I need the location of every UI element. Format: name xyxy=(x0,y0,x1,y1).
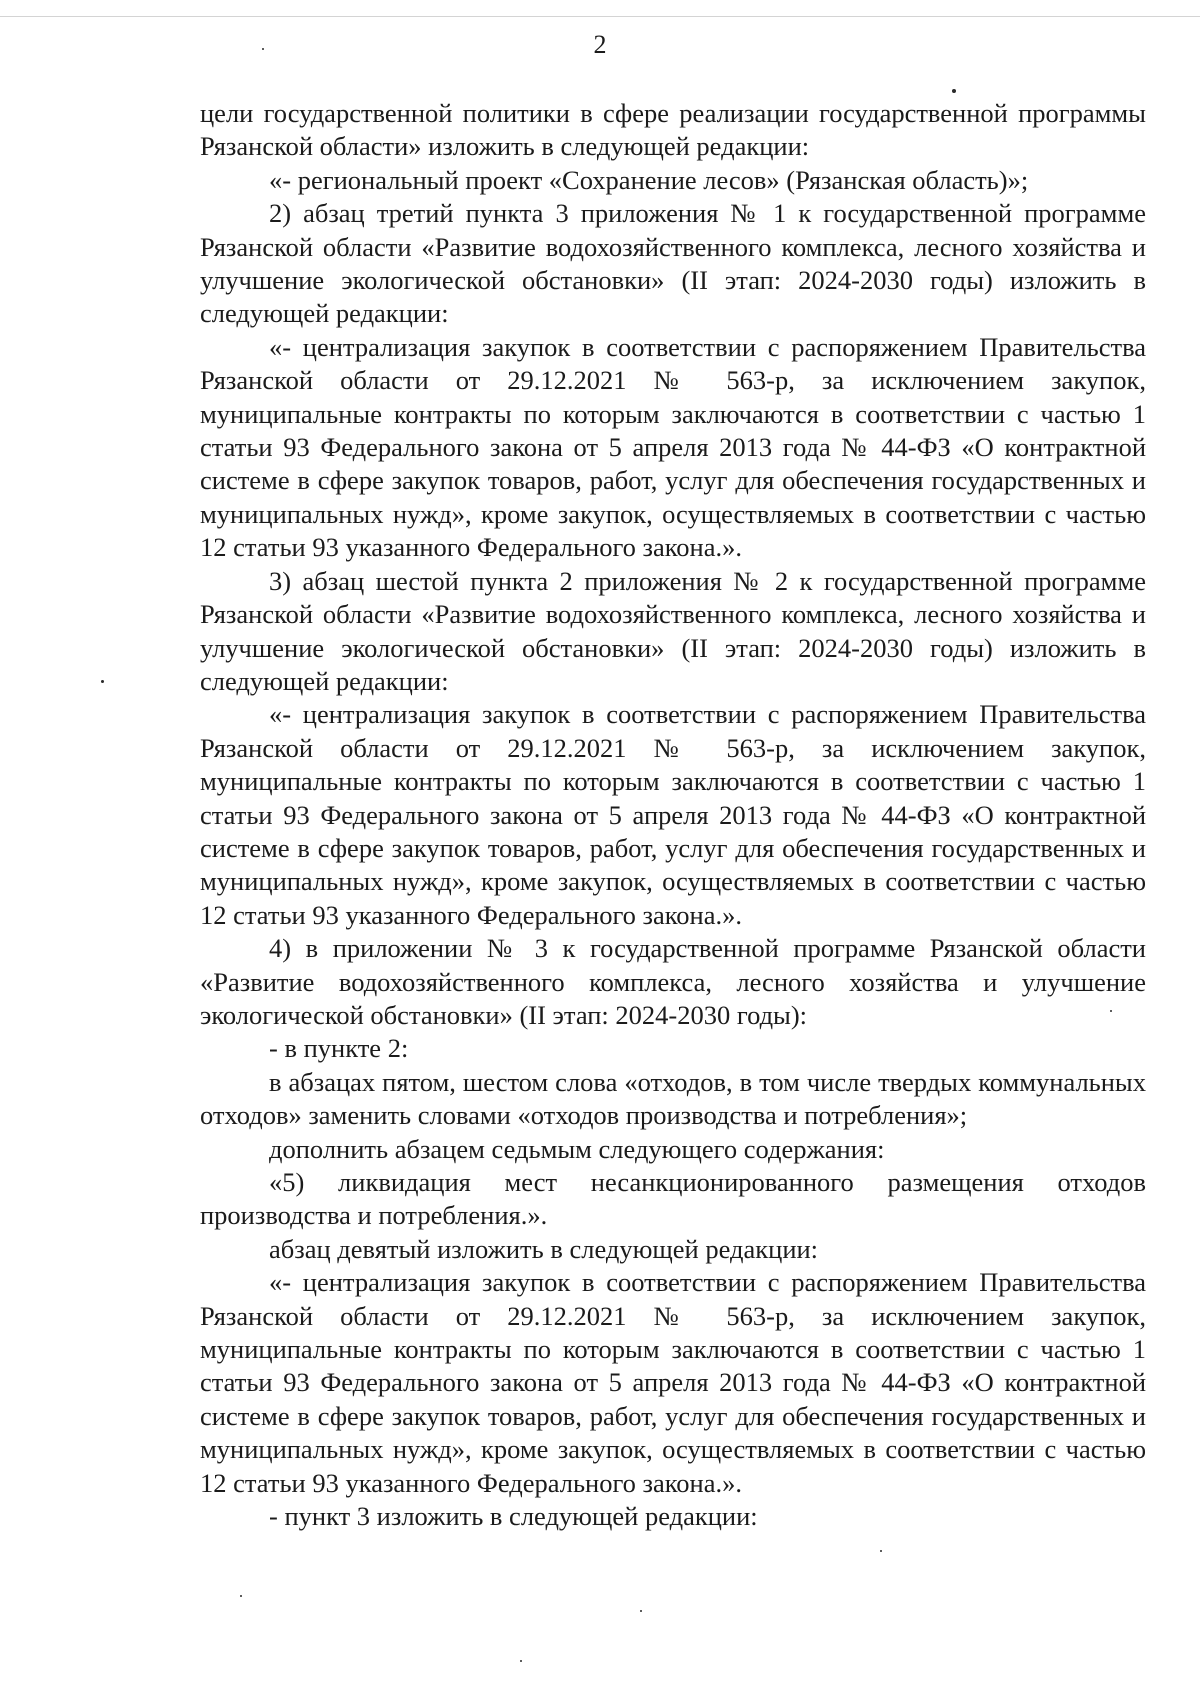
scan-speck xyxy=(240,1595,242,1597)
paragraph-3: 2) абзац третий пункта 3 приложения № 1 к государственной программе Рязанской области «Развитие водохозяйственного комплекса, лесного хозяйства и улучшение экологической обстановки» (II этап: 2024-2030 годы) изложить в следующей редакции: xyxy=(200,198,1146,329)
paragraph-6: «- централизация закупок в соответствии с распоряжением Правительства Рязанской области от 29.12.2021 № 563-р, за исключением закупок, муниципальные контракты по которым заключаются в соответствии с частью 1 статьи 93 Федерального закона от 5 апреля 2013 года № 44-ФЗ «О контрактной системе в сфере закупок товаров, работ, услуг для обеспечения государственных и муниципальных нужд», кроме закупок, осуществляемых в соответствии с частью 12 статьи 93 указанного Федерального закона.». xyxy=(200,699,1146,930)
paragraph-8: - в пункте 2: xyxy=(269,1033,409,1064)
page-number: 2 xyxy=(593,30,607,59)
scan-speck xyxy=(640,1610,642,1612)
scan-speck xyxy=(952,89,956,93)
paragraph-4: «- централизация закупок в соответствии с распоряжением Правительства Рязанской области от 29.12.2021 № 563-р, за исключением закупок, муниципальные контракты по которым заключаются в соответствии с частью 1 статьи 93 Федерального закона от 5 апреля 2013 года № 44-ФЗ «О контрактной системе в сфере закупок товаров, работ, услуг для обеспечения государственных и муниципальных нужд», кроме закупок, осуществляемых в соответствии с частью 12 статьи 93 указанного Федерального закона.». xyxy=(200,331,1146,563)
paragraph-14: - пункт 3 изложить в следующей редакции: xyxy=(269,1501,758,1532)
paragraph-2: «- региональный проект «Сохранение лесов» (Рязанская область)»; xyxy=(269,164,1029,195)
scan-speck xyxy=(1110,1010,1112,1012)
scan-speck xyxy=(520,1660,522,1662)
scan-speck xyxy=(101,680,104,683)
paragraph-7: 4) в приложении № 3 к государственной программе Рязанской области «Развитие водохозяйственного комплекса, лесного хозяйства и улучшение экологической обстановки» (II этап: 2024-2030 годы): xyxy=(200,933,1146,1030)
paragraph-11: «5) ликвидация мест несанкционированного размещения отходов производства и потребления.». xyxy=(200,1167,1146,1231)
paragraph-1: цели государственной политики в сфере реализации государственной программы Рязанской области» изложить в следующей редакции: xyxy=(200,98,1146,162)
paragraph-13: «- централизация закупок в соответствии с распоряжением Правительства Рязанской области от 29.12.2021 № 563-р, за исключением закупок, муниципальные контракты по которым заключаются в соответствии с частью 1 статьи 93 Федерального закона от 5 апреля 2013 года № 44-ФЗ «О контрактной системе в сфере закупок товаров, работ, услуг для обеспечения государственных и муниципальных нужд», кроме закупок, осуществляемых в соответствии с частью 12 статьи 93 указанного Федерального закона.». xyxy=(200,1267,1146,1498)
paragraph-12: абзац девятый изложить в следующей редакции: xyxy=(269,1233,819,1264)
scan-edge-line xyxy=(0,16,1200,19)
scan-speck xyxy=(880,1550,882,1552)
paragraph-10: дополнить абзацем седьмым следующего содержания: xyxy=(269,1133,885,1164)
document-body xyxy=(200,97,1146,1533)
paragraph-9: в абзацах пятом, шестом слова «отходов, в том числе твердых коммунальных отходов» заменить словами «отходов производства и потребления»; xyxy=(200,1066,1146,1131)
scan-speck xyxy=(262,48,264,50)
paragraph-5: 3) абзац шестой пункта 2 приложения № 2 к государственной программе Рязанской области «Развитие водохозяйственного комплекса, лесного хозяйства и улучшение экологической обстановки» (II этап: 2024-2030 годы) изложить в следующей редакции: xyxy=(200,565,1146,696)
